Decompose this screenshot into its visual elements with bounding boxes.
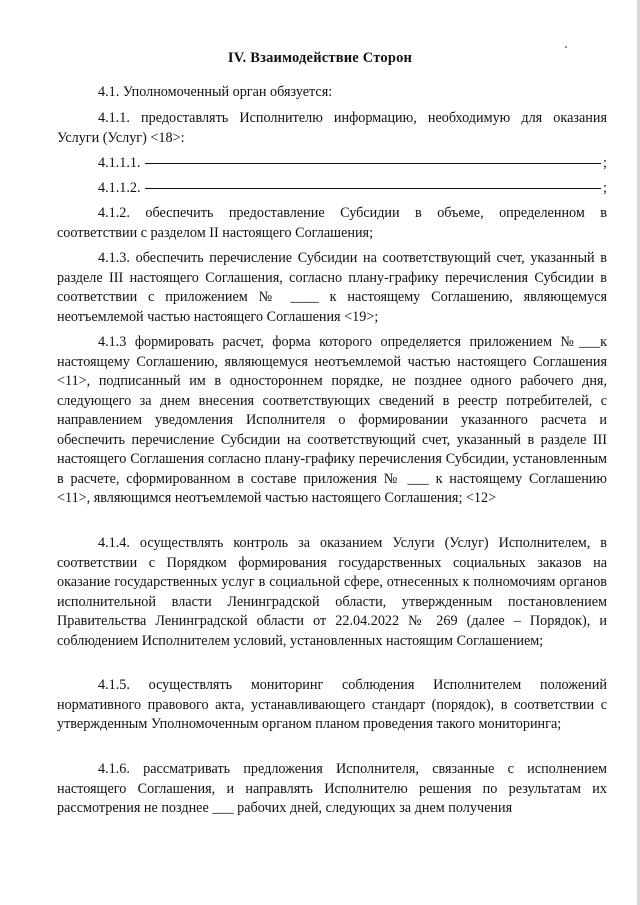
scan-speck: [565, 46, 567, 48]
fill-line-end: ;: [603, 180, 607, 196]
paragraph-4-1-3-calculation: 4.1.3 формировать расчет, форма которого определяется приложением №___к настоящему Соглашению, являющемуся неотъемлемой частью настоящего Соглашения <11>, подписанный им в одностороннем порядке, не позднее одного рабочего дня, следующего за днем внесения соответствующих сведений в реестр потребителей, с направлением уведомления Исполнителя о формировании указанного расчета и обеспечить перечисление Субсидии на соответствующий счет, указанный в разделе III настоящего Соглашения согласно плану-графику перечисления Субсидии, установленным в расчете, сформированном в составе приложения № ___ к настоящему Соглашению <11>, являющимся неотъемлемой частью настоящего Соглашения; <12>: [57, 334, 607, 506]
section-heading: IV. Взаимодействие Сторон: [227, 50, 413, 66]
fill-line-number: 4.1.1.2.: [98, 180, 141, 196]
fill-line-4-1-1-1: [98, 154, 607, 174]
paragraph-4-1-1: 4.1.1. предоставлять Исполнителю информацию, необходимую для оказания Услуги (Услуг) <18>:: [57, 110, 607, 146]
paragraph-4-1: 4.1. Уполномоченный орган обязуется:: [98, 84, 333, 100]
fill-line-4-1-1-2: [98, 179, 607, 199]
fill-line-end: ;: [603, 155, 607, 171]
paragraph-4-1-4: 4.1.4. осуществлять контроль за оказанием Услуги (Услуг) Исполнителем, в соответствии с Порядком формирования государственных социальных заказов на оказание государственных услуг в социальной сфере, отнесенных к полномочиям органов исполнительной власти Ленинградской области, утвержденным постановлением Правительства Ленинградской области от 22.04.2022 № 269 (далее – Порядок), и соблюдением Исполнителем условий, установленных настоящим Соглашением;: [57, 535, 607, 649]
paragraph-4-1-6: 4.1.6. рассматривать предложения Исполнителя, связанные с исполнением настоящего Соглашения, и направлять Исполнителю решения по результатам их рассмотрения не позднее ___ рабочих дней, следующих за днем получения: [57, 761, 607, 816]
fill-line-number: 4.1.1.1.: [98, 155, 141, 171]
paragraph-4-1-3-transfer: 4.1.3. обеспечить перечисление Субсидии на соответствующий счет, указанный в разделе III настоящего Соглашения, согласно плану-графику перечисления Субсидии в соответствии с приложением № ____ к настоящему Соглашению, являющемуся неотъемлемой частью настоящего Соглашения <19>;: [57, 250, 607, 325]
paragraph-4-1-5: 4.1.5. осуществлять мониторинг соблюдения Исполнителем положений нормативного правового акта, устанавливающего стандарт (порядок), в соответствии с утвержденным Уполномоченным органом планом проведения такого мониторинга;: [57, 677, 607, 732]
paragraph-4-1-2: 4.1.2. обеспечить предоставление Субсидии в объеме, определенном в соответствии с разделом II настоящего Соглашения;: [57, 205, 607, 241]
blank-underline: [145, 163, 601, 164]
blank-underline: [145, 188, 601, 189]
